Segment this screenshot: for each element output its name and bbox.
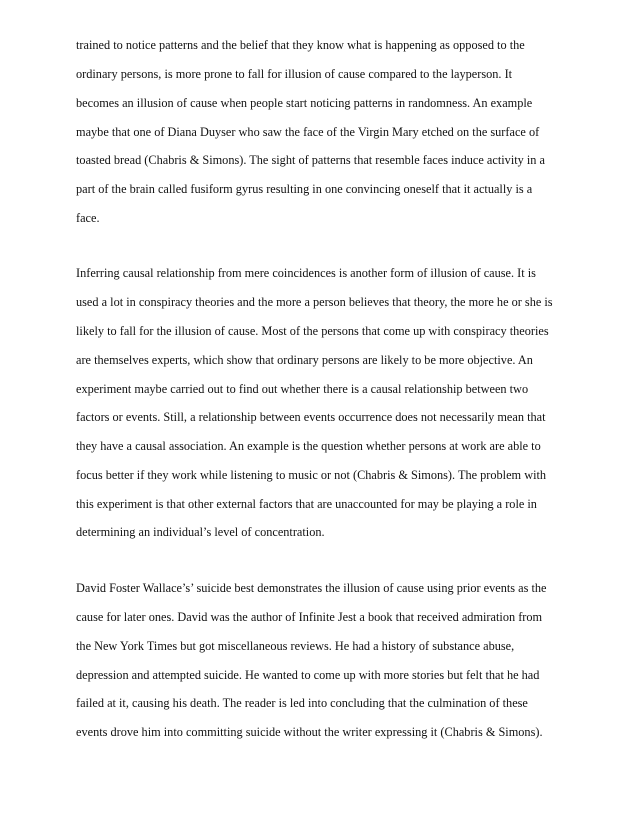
paragraph-3-line-4: depression and attempted suicide. He wanted to come up with more stories but felt that he had (76, 668, 540, 682)
paragraph-1-line-7: face. (76, 211, 100, 225)
paragraph-2-line-6: factors or events. Still, a relationship between events occurrence does not necessarily mean that (76, 410, 546, 424)
paragraph-1-line-5: toasted bread (Chabris & Simons). The sight of patterns that resemble faces induce activity in a (76, 153, 545, 167)
paragraph-2-line-2: used a lot in conspiracy theories and the more a person believes that theory, the more he or she is (76, 295, 553, 309)
paragraph-3-line-2: cause for later ones. David was the author of Infinite Jest a book that received admiration from (76, 610, 543, 624)
paragraph-2-line-7: they have a causal association. An example is the question whether persons at work are able to (76, 439, 541, 453)
paragraph-3-line-3: the New York Times but got miscellaneous reviews. He had a history of substance abuse, (76, 639, 515, 653)
paragraph-2-line-8: focus better if they work while listening to music or not (Chabris & Simons). The problem with (76, 468, 547, 482)
paragraph-3-line-6: events drove him into committing suicide without the writer expressing it (Chabris & Simons). (76, 725, 543, 739)
paragraph-2-line-5: experiment maybe carried out to find out whether there is a causal relationship between two (76, 382, 529, 396)
paragraph-3-line-5: failed at it, causing his death. The reader is led into concluding that the culmination of these (76, 696, 528, 710)
paragraph-2-line-1: Inferring causal relationship from mere coincidences is another form of illusion of cause. It is (76, 266, 536, 280)
paragraph-1-line-6: part of the brain called fusiform gyrus resulting in one convincing oneself that it actually is a (76, 182, 533, 196)
paragraph-1-line-4: maybe that one of Diana Duyser who saw the face of the Virgin Mary etched on the surface of (76, 125, 540, 139)
paragraph-2-line-3: likely to fall for the illusion of cause. Most of the persons that come up with conspiracy theories (76, 324, 549, 338)
paragraph-1-line-3: becomes an illusion of cause when people start noticing patterns in randomness. An example (76, 96, 533, 110)
paragraph-2-line-10: determining an individual’s level of concentration. (76, 525, 325, 539)
paragraph-2-line-9: this experiment is that other external factors that are unaccounted for may be playing a role in (76, 497, 537, 511)
paragraph-3-line-1: David Foster Wallace’s’ suicide best demonstrates the illusion of cause using prior events as the (76, 581, 547, 595)
paragraph-1-line-1: trained to notice patterns and the belief that they know what is happening as opposed to the (76, 38, 525, 52)
paragraph-1-line-2: ordinary persons, is more prone to fall for illusion of cause compared to the layperson. It (76, 67, 513, 81)
paragraph-2-line-4: are themselves experts, which show that ordinary persons are likely to be more objective. An (76, 353, 533, 367)
